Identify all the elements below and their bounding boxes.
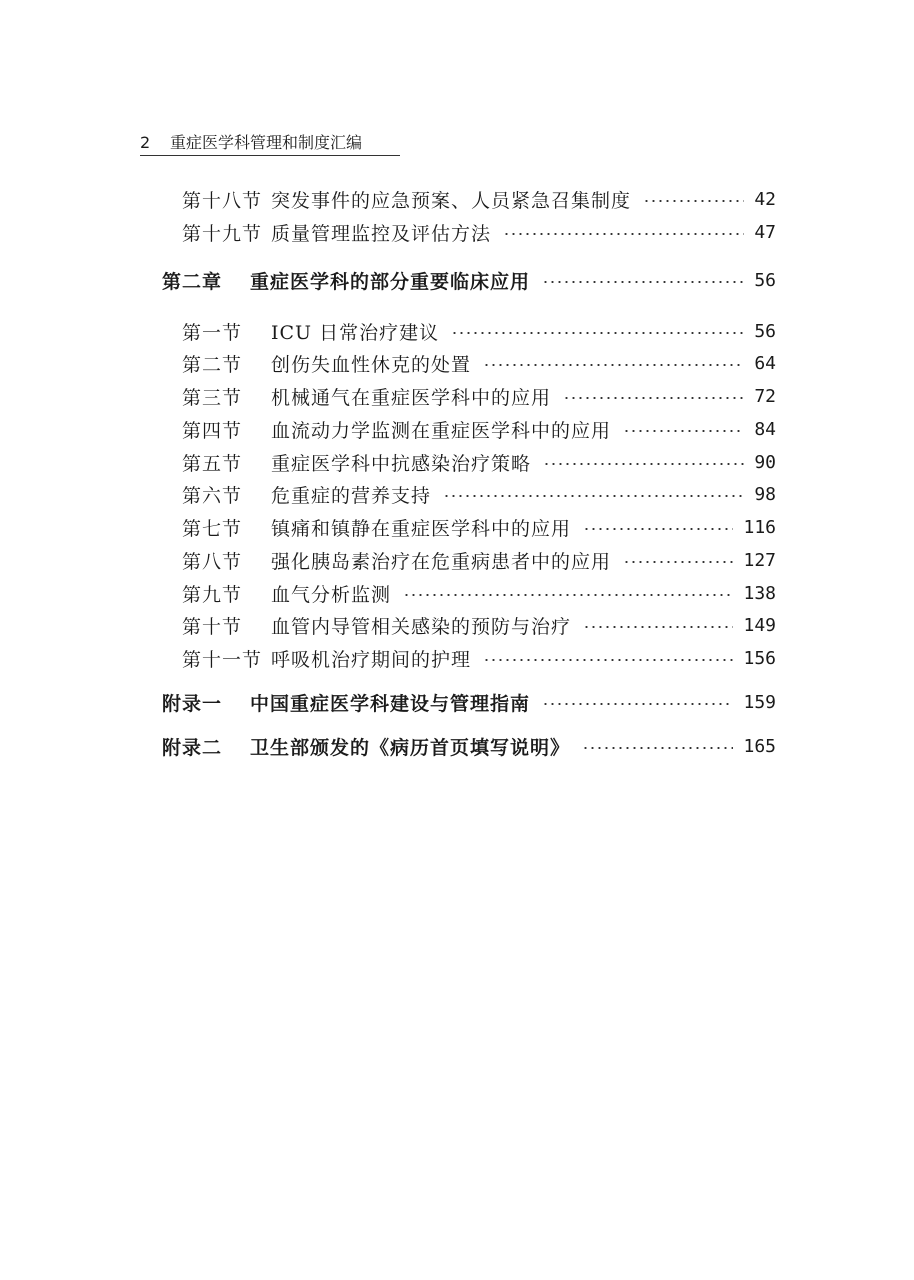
toc-entry-label: 第十九节 — [182, 222, 263, 245]
toc-entry-title: 危重症的营养支持 — [271, 484, 432, 507]
toc-entry-page: 116 — [743, 516, 776, 538]
toc-entry-page: 56 — [754, 320, 776, 342]
toc-entry-label: 第二节 — [182, 353, 243, 376]
toc-entry-label: 第一节 — [182, 321, 243, 344]
toc-entry[interactable] — [182, 316, 776, 346]
toc-entry-page: 127 — [743, 549, 776, 571]
toc-chapter-entry[interactable] — [162, 265, 776, 295]
toc-entry-page: 165 — [743, 735, 776, 757]
toc-entry[interactable] — [182, 184, 776, 214]
toc-entry-label: 第九节 — [182, 583, 243, 606]
toc-entry-label: 第五节 — [182, 452, 243, 475]
toc-entry-label: 第二章 — [162, 270, 223, 293]
dot-leader — [483, 659, 733, 661]
page-number: 2 — [140, 133, 151, 152]
dot-leader — [451, 332, 744, 334]
toc-entry-page: 84 — [754, 418, 776, 440]
toc-entry[interactable] — [182, 414, 776, 444]
dot-leader — [503, 233, 744, 235]
toc-appendix-entry[interactable] — [162, 687, 776, 717]
dot-leader — [403, 594, 733, 596]
toc-entry-title: ICU 日常治疗建议 — [271, 321, 440, 344]
toc-entry[interactable] — [182, 381, 776, 411]
toc-entry-title: 创伤失血性休克的处置 — [271, 353, 472, 376]
toc-entry-title: 重症医学科的部分重要临床应用 — [250, 270, 531, 293]
dot-leader — [643, 200, 744, 202]
toc-entry-title: 中国重症医学科建设与管理指南 — [250, 692, 531, 715]
toc-entry[interactable] — [182, 348, 776, 378]
running-head — [140, 131, 400, 156]
toc-entry-title: 镇痛和镇静在重症医学科中的应用 — [271, 517, 572, 540]
toc-entry-page: 47 — [754, 221, 776, 243]
dot-leader — [563, 397, 744, 399]
toc-entry-label: 第七节 — [182, 517, 243, 540]
toc-appendix-entry[interactable] — [162, 731, 776, 761]
toc-entry[interactable] — [182, 610, 776, 640]
toc-entry-label: 第十八节 — [182, 189, 263, 212]
dot-leader — [623, 561, 733, 563]
toc-entry-title: 血管内导管相关感染的预防与治疗 — [271, 615, 572, 638]
book-title: 重症医学科管理和制度汇编 — [170, 133, 363, 152]
toc-entry-label: 第十一节 — [182, 648, 263, 671]
dot-leader — [583, 528, 733, 530]
toc-entry-label: 第十节 — [182, 615, 243, 638]
toc-entry-page: 156 — [743, 647, 776, 669]
toc-entry-page: 90 — [754, 451, 776, 473]
toc-entry-title: 质量管理监控及评估方法 — [271, 222, 492, 245]
toc-entry-page: 64 — [754, 352, 776, 374]
toc-entry[interactable] — [182, 217, 776, 247]
toc-entry-title: 突发事件的应急预案、人员紧急召集制度 — [271, 189, 632, 212]
dot-leader — [582, 747, 733, 749]
toc-entry-page: 42 — [754, 188, 776, 210]
toc-entry-title: 卫生部颁发的《病历首页填写说明》 — [250, 736, 571, 759]
toc-entry-title: 血流动力学监测在重症医学科中的应用 — [271, 419, 612, 442]
toc-entry-page: 56 — [754, 269, 776, 291]
dot-leader — [483, 364, 744, 366]
toc-entry[interactable] — [182, 643, 776, 673]
toc-entry[interactable] — [182, 479, 776, 509]
toc-entry-label: 第四节 — [182, 419, 243, 442]
toc-entry-label: 附录一 — [162, 692, 223, 715]
toc-entry[interactable] — [182, 578, 776, 608]
toc-entry-page: 159 — [743, 691, 776, 713]
dot-leader — [543, 463, 744, 465]
toc-entry-title: 重症医学科中抗感染治疗策略 — [271, 452, 532, 475]
toc-entry-page: 149 — [743, 614, 776, 636]
toc-entry-page: 98 — [754, 483, 776, 505]
toc-entry-title: 呼吸机治疗期间的护理 — [271, 648, 472, 671]
toc-entry-title: 机械通气在重症医学科中的应用 — [271, 386, 552, 409]
toc-entry[interactable] — [182, 545, 776, 575]
toc-entry-title: 血气分析监测 — [271, 583, 392, 606]
toc-entry[interactable] — [182, 447, 776, 477]
toc-entry-page: 138 — [743, 582, 776, 604]
toc-entry-label: 第三节 — [182, 386, 243, 409]
toc-entry-label: 第八节 — [182, 550, 243, 573]
dot-leader — [542, 703, 733, 705]
toc-entry[interactable] — [182, 512, 776, 542]
toc-entry-page: 72 — [754, 385, 776, 407]
dot-leader — [443, 495, 744, 497]
dot-leader — [583, 626, 733, 628]
toc-entry-label: 附录二 — [162, 736, 223, 759]
dot-leader — [542, 281, 744, 283]
toc-entry-title: 强化胰岛素治疗在危重病患者中的应用 — [271, 550, 612, 573]
dot-leader — [623, 430, 744, 432]
toc-entry-label: 第六节 — [182, 484, 243, 507]
